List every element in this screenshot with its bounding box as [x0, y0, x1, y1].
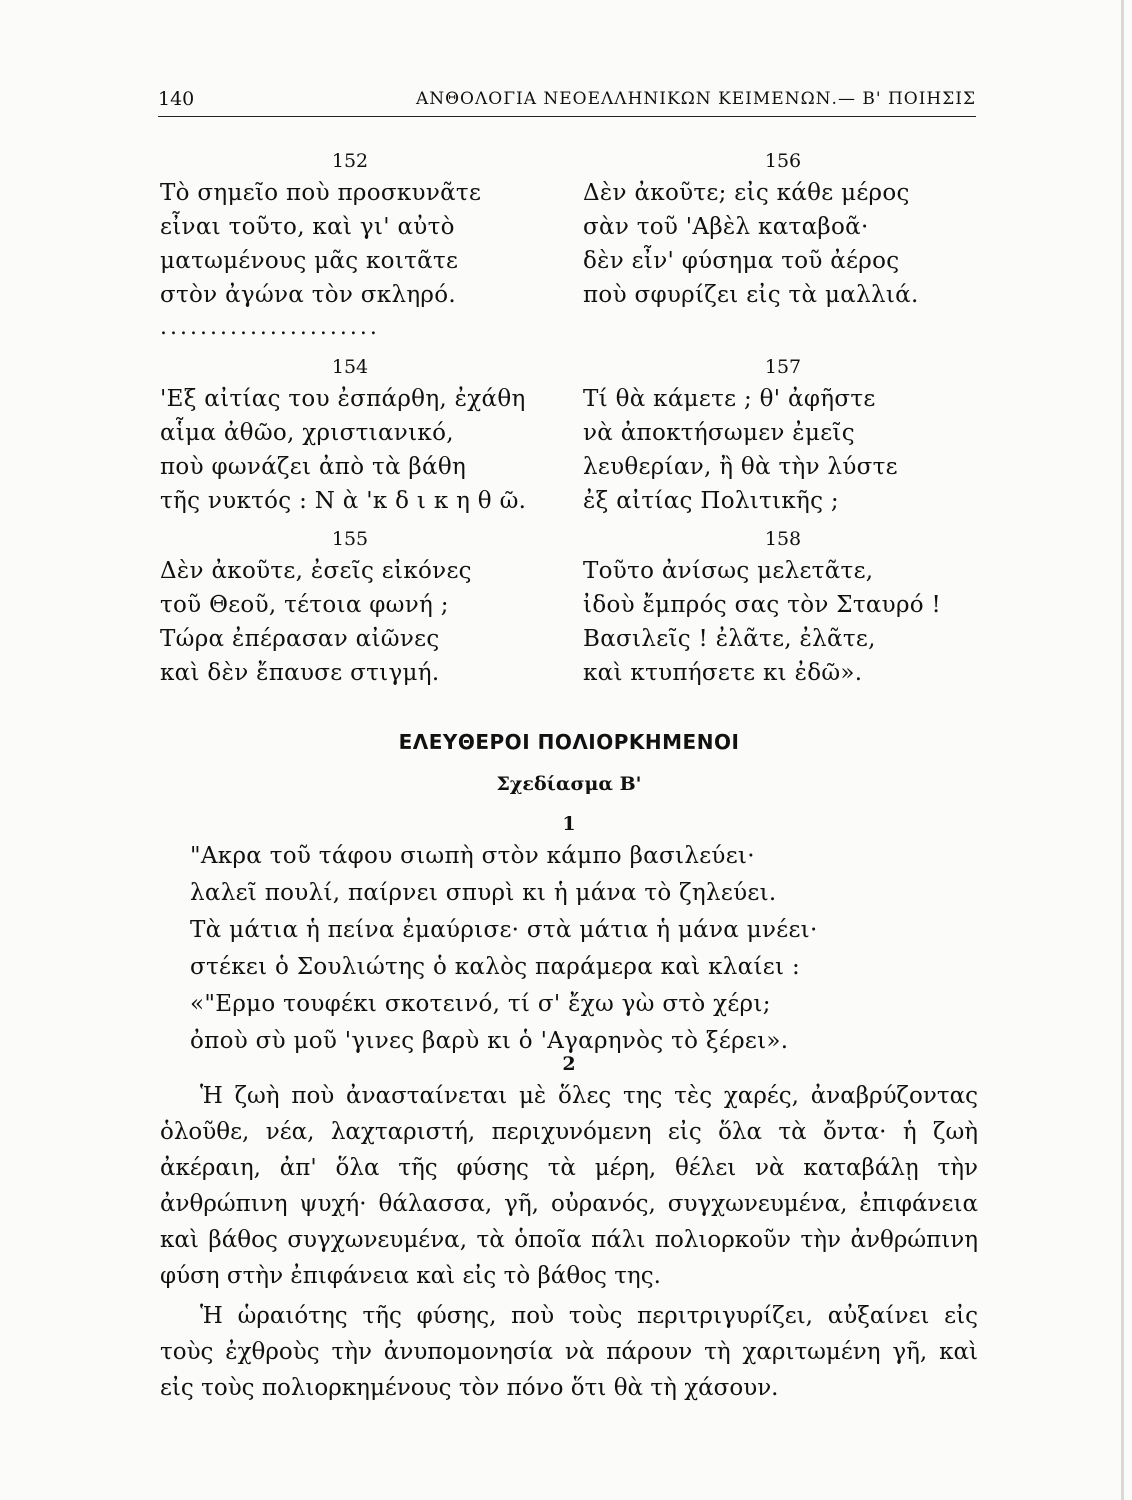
right-column [583, 146, 983, 696]
verse-line: νὰ ἀποκτήσωμεν ἐμεῖς [583, 420, 855, 446]
verse-line: καὶ δὲν ἔπαυσε στιγμή. [160, 660, 440, 686]
stanza-number: 156 [764, 150, 802, 172]
stanza-number: 155 [331, 528, 369, 550]
verse-line: λευθερίαν, ἢ θὰ τὴν λύστε [583, 454, 898, 480]
stanza-156 [583, 146, 983, 312]
verse-line: Βασιλεῖς ! ἐλᾶτε, ἐλᾶτε, [583, 626, 876, 652]
verse-line: ποὺ σφυρίζει εἰς τὰ μαλλιά. [583, 282, 919, 308]
section-number: 1 [562, 813, 576, 835]
verse-line: δὲν εἶν' φύσημα τοῦ ἀέρος [583, 248, 900, 274]
section-1 [160, 810, 978, 1060]
stanza-number: 157 [764, 356, 802, 378]
left-column [160, 146, 540, 696]
verse-line: αἷμα ἀθῶο, χριστιανικό, [160, 420, 454, 446]
stanza-number: 154 [331, 356, 369, 378]
prose-paragraph: Ἡ ὡραιότης τῆς φύσης, ποὺ τοὺς περιτριγυρίζει, αὐξαίνει εἰς τοὺς ἐχθροὺς τὴν ἀνυπομονησία νὰ πάρουν τὴ χαριτωμένη γῆ, καὶ εἰς τοὺς πολιορκημένους τὸν πόνο ὅτι θὰ τὴ χάσουν. [160, 1303, 978, 1401]
verse-line: ματωμένους μᾶς κοιτᾶτε [160, 248, 459, 274]
stanza-154 [160, 352, 540, 518]
verse-line: λαλεῖ πουλί, παίρνει σπυρὶ κι ἡ μάνα τὸ ζηλεύει. [190, 880, 777, 906]
verse-line: «"Ερμο τουφέκι σκοτεινό, τί σ' ἔχω γὼ στὸ χέρι; [190, 991, 771, 1017]
verse-line: Τὰ μάτια ἡ πείνα ἐμαύρισε· στὰ μάτια ἡ μάνα μνέει· [190, 917, 818, 943]
ellipsis-dots: ...................... [160, 315, 380, 340]
section-2 [160, 1050, 978, 1410]
verse-line: Δὲν ἀκοῦτε; εἰς κάθε μέρος [583, 180, 910, 206]
verse-line: ἐξ αἰτίας Πολιτικῆς ; [583, 488, 839, 514]
verse-line: σὰν τοῦ 'Αβὲλ καταβοᾶ· [583, 214, 869, 240]
stanza-number: 158 [764, 528, 802, 550]
page-number: 140 [158, 88, 195, 110]
verse-line: τῆς νυκτός : Ν ὰ 'κ δ ι κ η θ ῶ. [160, 488, 527, 514]
poem-title: ΕΛΕΥΘΕΡΟΙ ΠΟΛΙΟΡΚΗΜΕΝΟΙ [398, 730, 740, 754]
page-edge [1121, 0, 1124, 1500]
verse-line: Τί θὰ κάμετε ; θ' ἀφῆστε [583, 386, 876, 412]
poem-subtitle: Σχεδίασμα Β' [496, 773, 642, 795]
section-1-verse [190, 838, 978, 1060]
verse-line: Τώρα ἐπέρασαν αἰῶνες [160, 626, 440, 652]
verse-line: ἰδοὺ ἔμπρός σας τὸν Σταυρό ! [583, 592, 942, 618]
verse-line: εἶναι τοῦτο, καὶ γι' αὐτὸ [160, 214, 455, 240]
stanza-158 [583, 524, 983, 690]
verse-line: τοῦ Θεοῦ, τέτοια φωνή ; [160, 592, 449, 618]
verse-line: στέκει ὁ Σουλιώτης ὁ καλὸς παράμερα καὶ κλαίει : [190, 954, 800, 980]
verse-line: στὸν ἀγώνα τὸν σκληρό. [160, 282, 456, 308]
stanza-157 [583, 352, 983, 518]
verse-line: Δὲν ἀκοῦτε, ἐσεῖς εἰκόνες [160, 558, 472, 584]
verse-line: 'Εξ αἰτίας του ἐσπάρθη, ἐχάθη [160, 386, 526, 412]
verse-line: Τὸ σημεῖο ποὺ προσκυνᾶτε [160, 180, 482, 206]
running-title: ΑΝΘΟΛΟΓΙΑ ΝΕΟΕΛΛΗΝΙΚΩΝ ΚΕΙΜΕΝΩΝ.— Β' ΠΟΙΗΣΙΣ [415, 89, 976, 109]
stanza-152 [160, 146, 540, 312]
verse-line: ποὺ φωνάζει ἀπὸ τὰ βάθη [160, 454, 467, 480]
verse-line: "Ακρα τοῦ τάφου σιωπὴ στὸν κάμπο βασιλεύει· [190, 843, 755, 869]
prose-paragraph: Ἡ ζωὴ ποὺ ἀνασταίνεται μὲ ὅλες της τὲς χαρές, ἀναβρύζοντας ὁλοῦθε, νέα, λαχταριστή, περιχυνόμενη εἰς ὅλα τὰ ὄντα· ἡ ζωὴ ἀκέραιη, ἀπ' ὅλα τῆς φύσης τὰ μέρη, θέλει νὰ καταβάλῃ τὴν ἀνθρώπινη ψυχή· θάλασσα, γῆ, οὐρανός, συγχωνευμένα, ἐπιφάνεια καὶ βάθος συγχωνευμένα, τὰ ὁποῖα πάλι πολιορκοῦν τὴν ἀνθρώπινη φύση στὴν ἐπιφάνεια καὶ εἰς τὸ βάθος της. [160, 1083, 978, 1289]
stanza-number: 152 [331, 150, 369, 172]
stanza-155 [160, 524, 540, 690]
page-header [158, 86, 976, 117]
verse-line: Τοῦτο ἀνίσως μελετᾶτε, [583, 558, 874, 584]
verse-line: καὶ κτυπήσετε κι ἐδῶ». [583, 660, 863, 686]
verse-line: ὀποὺ σὺ μοῦ 'γινες βαρὺ κι ὁ 'Αγαρηνὸς τὸ ξέρει». [190, 1028, 789, 1054]
spacer [583, 318, 983, 352]
section-number: 2 [562, 1053, 576, 1075]
